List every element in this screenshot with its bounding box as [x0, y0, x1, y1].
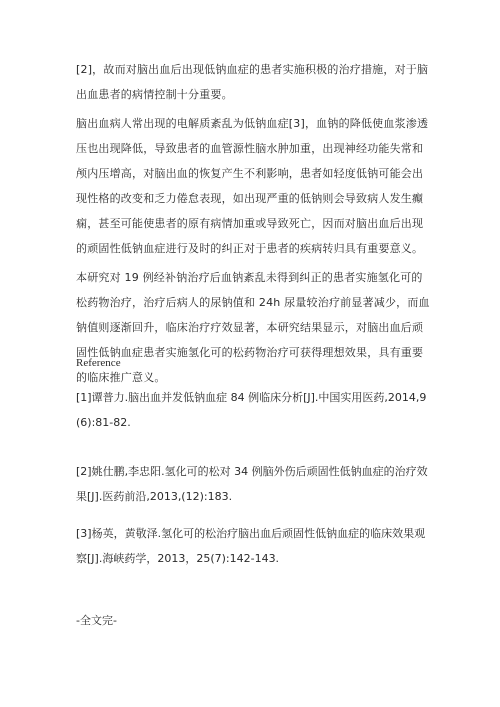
end-of-document-mark: -全文完-: [76, 614, 117, 627]
reference-heading: Reference: [76, 357, 121, 369]
reference-item-2: [2]姚仕鹏,李忠阳.氢化可的松对 34 例脑外伤后顽固性低钠血症的治疗效果[J].医药前沿,2013,(12):183.: [76, 465, 428, 503]
reference-item-3: [3]杨英，黄敬泽.氢化可的松治疗脑出血后顽固性低钠血症的临床效果观察[J].海峡药学，2013，25(7):142-143.: [76, 527, 426, 565]
body-paragraph-3: 本研究对 19 例经补钠治疗后血钠紊乱未得到纠正的患者实施氢化可的松药物治疗，治疗后病人的尿钠值和 24h 尿量较治疗前显著减少，而血钠值则逐渐回升，临床治疗疗效显著，本研究结果显示，对脑出血后顽固性低钠血症患者实施氢化可的松药物治疗可获得理想效果，具有重要的临床推广意义。: [76, 271, 430, 384]
body-paragraph-2: 脑出血病人常出现的电解质紊乱为低钠血症[3]，血钠的降低使血浆渗透压也出现降低，导致患者的血管源性脑水肿加重，出现神经功能失常和颅内压增高，对脑出血的恢复产生不利影响，患者如轻度低钠可能会出现性格的改变和乏力倦怠表现，如出现严重的低钠则会导致病人发生癫痫，甚至可能使患者的原有病情加重或导致死亡，因而对脑出血后出现的顽固性低钠血症进行及时的纠正对于患者的疾病转归具有重要意义。: [76, 117, 429, 255]
reference-item-1: [1]谭普力.脑出血并发低钠血症 84 例临床分析[J].中国实用医药,2014,9(6):81-82.: [76, 391, 427, 429]
body-paragraph-1: [2]，故而对脑出血后出现低钠血症的患者实施积极的治疗措施，对于脑出血患者的病情控制十分重要。: [76, 63, 429, 101]
